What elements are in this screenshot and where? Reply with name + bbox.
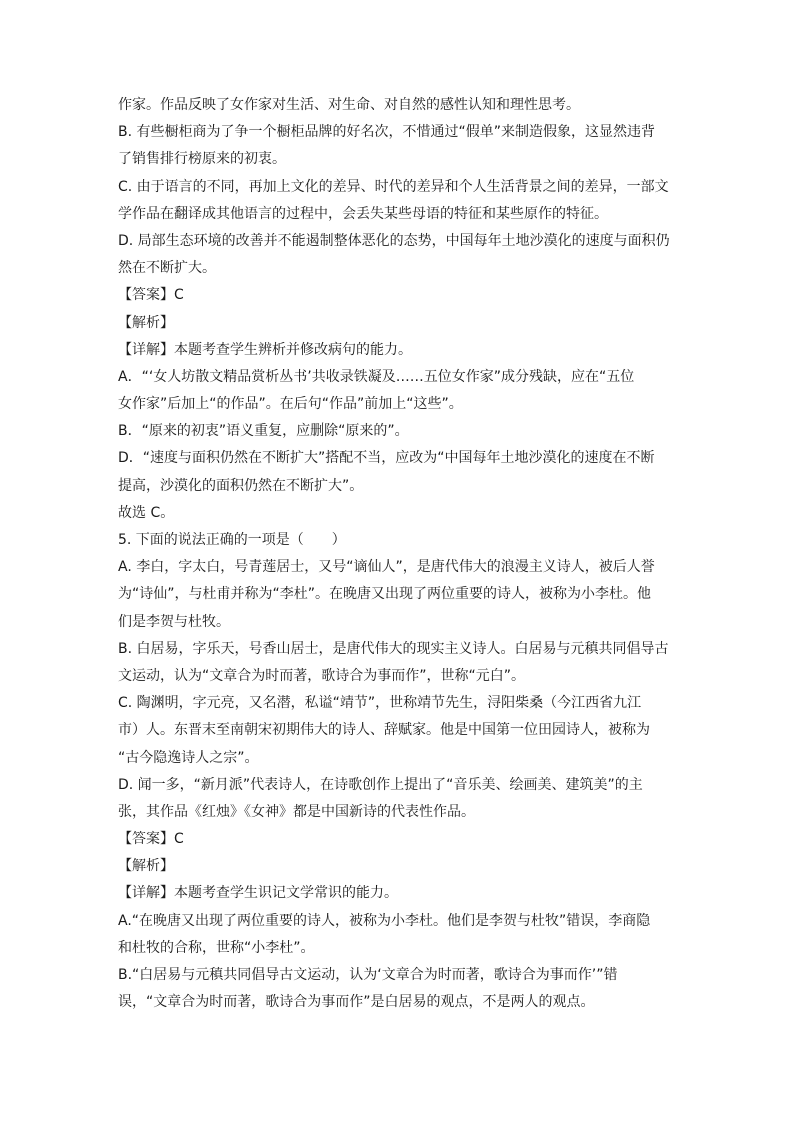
- option-c-line: C. 陶渊明，字元亮，又名潜，私谥“靖节”，世称靖节先生，浔阳柴桑（今江西省九江: [118, 695, 642, 712]
- text-line: 提高，沙漠化的面积仍然在不断扩大”。: [118, 477, 364, 494]
- question-5-title: 5. 下面的说法正确的一项是（ ）: [118, 532, 346, 548]
- explanation-b-line: B．“原来的初衷”语义重复，应删除“原来的”。: [118, 423, 409, 440]
- conclusion-line: 故选 C。: [118, 504, 175, 521]
- option-b-line: B. 白居易，字乐天，号香山居士，是唐代伟大的现实主义诗人。白居易与元稹共同倡导古: [118, 640, 669, 657]
- explanation-a-line: A．“‘女人坊散文精品赏析丛书’共收录铁凝及……五位女作家”成分残缺，应在“五位: [118, 368, 635, 385]
- explanation-a-line: A.“在晚唐又出现了两位重要的诗人，被称为小李杜。他们是李贺与杜牧”错误，李商隐: [118, 912, 651, 929]
- text-line: 作家。作品反映了女作家对生活、对生命、对自然的感性认知和理性思考。: [118, 97, 580, 113]
- option-d-line: D. 局部生态环境的改善并不能遏制整体恶化的态势，中国每年土地沙漠化的速度与面积仍: [118, 232, 670, 249]
- answer-label: 【答案】C: [118, 287, 184, 304]
- text-line: 学作品在翻译成其他语言的过程中，会丢失某些母语的特征和某些原作的特征。: [118, 205, 608, 222]
- text-line: 然在不断扩大。: [118, 260, 216, 277]
- text-line: 为“诗仙”，与杜甫并称为“李杜”。在晚唐又出现了两位重要的诗人，被称为小李杜。他: [118, 586, 652, 603]
- analysis-label: 【解析】: [118, 858, 174, 875]
- text-line: 女作家”后加上“的作品”。在后句“作品”前加上“这些”。: [118, 396, 463, 413]
- explanation-heading: 【详解】本题考查学生辨析并修改病句的能力。: [118, 341, 412, 358]
- text-line: 张，其作品《红烛》《女神》都是中国新诗的代表性作品。: [118, 803, 475, 820]
- option-a-line: A. 李白，字太白，号青莲居士，又号“谪仙人”，是唐代伟大的浪漫主义诗人，被后人誉: [118, 559, 655, 576]
- text-line: 文运动，认为“文章合为时而著，歌诗合为事而作”，世称“元白”。: [118, 667, 526, 684]
- explanation-b-line: B.“白居易与元稹共同倡导古文运动，认为‘文章合为时而著，歌诗合为事而作’”错: [118, 967, 618, 983]
- text-line: 了销售排行榜原来的初衷。: [118, 151, 286, 168]
- document-page: [118, 92, 680, 1016]
- text-line: 和杜牧的合称，世称“小李杜”。: [118, 939, 315, 956]
- option-c-line: C. 由于语言的不同，再加上文化的差异、时代的差异和个人生活背景之间的差异，一部文: [118, 178, 669, 195]
- option-d-line: D. 闻一多，“新月派”代表诗人，在诗歌创作上提出了“音乐美、绘画美、建筑美”的主: [118, 776, 643, 793]
- explanation-d-line: D．“速度与面积仍然在不断扩大”搭配不当，应改为“中国每年土地沙漠化的速度在不断: [118, 450, 655, 467]
- answer-label: 【答案】C: [118, 831, 184, 848]
- option-b-line: B. 有些橱柜商为了争一个橱柜品牌的好名次，不惜通过“假单”来制造假象，这显然违背: [118, 124, 656, 141]
- text-line: 误，“文章合为时而著，歌诗合为事而作”是白居易的观点，不是两人的观点。: [118, 994, 595, 1011]
- text-line: 市）人。东晋末至南朝宋初期伟大的诗人、辞赋家。他是中国第一位田园诗人，被称为: [118, 722, 650, 739]
- text-line: 们是李贺与杜牧。: [118, 613, 230, 630]
- explanation-heading: 【详解】本题考查学生识记文学常识的能力。: [118, 885, 398, 902]
- analysis-label: 【解析】: [118, 314, 174, 331]
- text-line: “古今隐逸诗人之宗”。: [118, 749, 259, 766]
